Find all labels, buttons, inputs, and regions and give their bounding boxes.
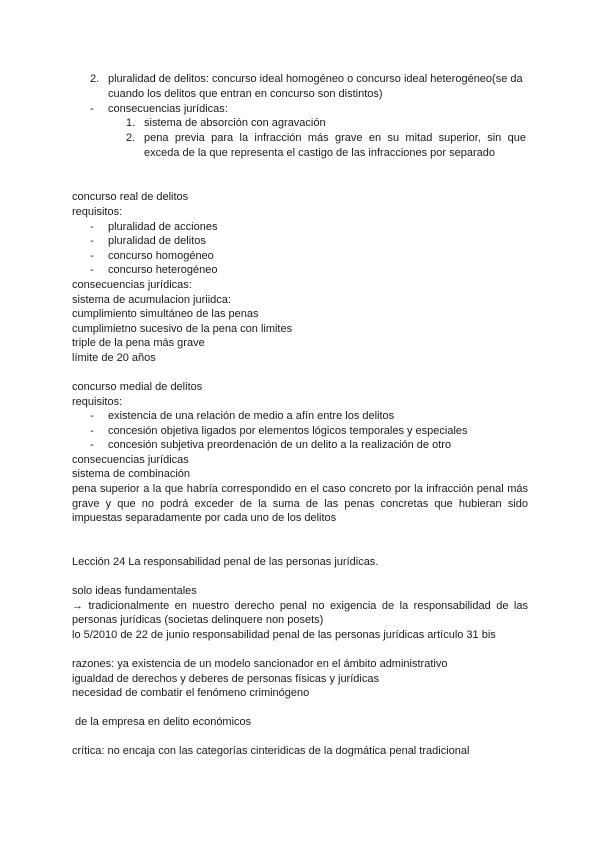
dash-bullet: -	[90, 103, 94, 115]
dash-bullet: -	[90, 250, 94, 262]
list-item: pluralidad de delitos	[108, 235, 206, 247]
paragraph-line: grave y que no podrá exceder de la suma de las penas concretas que hubieran sido	[72, 498, 528, 510]
text-line: cuando los delitos que entran en concurso son distintos)	[108, 88, 383, 100]
text-line: triple de la pena más grave	[72, 337, 205, 349]
text-line: consecuencias jurídicas	[72, 454, 189, 466]
text-line: lo 5/2010 de 22 de junio responsabilidad penal de las personas jurídicas artículo 31 bis	[72, 629, 496, 641]
paragraph-line: pena superior a la que habría correspondido en el caso concreto por la infracción penal más	[72, 483, 528, 495]
dash-bullet: -	[90, 221, 94, 233]
text-line: límite de 20 años	[72, 352, 156, 364]
text-line: pena previa para la infracción más grave en su mitad superior, sin que	[144, 132, 526, 144]
text-line: requisitos:	[72, 206, 123, 218]
text-line: cumplimietno sucesivo de la pena con limites	[72, 323, 293, 335]
list-item: pluralidad de acciones	[108, 221, 218, 233]
text-line: solo ideas fundamentales	[72, 585, 197, 597]
text-line: requisitos:	[72, 396, 123, 408]
text-line: sistema de acumulacion juriidca:	[72, 294, 231, 306]
section-title: concurso real de delitos	[72, 191, 189, 203]
text-line: exceda de la que representa el castigo de las infracciones por separado	[144, 147, 496, 159]
list-item: concurso heterogéneo	[108, 264, 218, 276]
dash-bullet: -	[90, 425, 94, 437]
dash-bullet: -	[90, 439, 94, 451]
list-item: concesión objetiva ligados por elementos lógicos temporales y especiales	[108, 425, 468, 437]
text-line: de la empresa en delito económicos	[72, 716, 252, 728]
text-line: crítica: no encaja con las categorías cinteridicas de la dogmática penal tradicional	[72, 745, 470, 757]
lesson-title: Lección 24 La responsabilidad penal de las personas jurídicas.	[72, 556, 379, 568]
list-item: concurso homogéneo	[108, 250, 214, 262]
dash-bullet: -	[90, 410, 94, 422]
dash-bullet: -	[90, 235, 94, 247]
paragraph-line: personas jurídicas (societas delinquere non posets)	[72, 614, 324, 626]
text-line: consecuencias jurídicas:	[72, 279, 192, 291]
list-item: concesión subjetiva preordenación de un delito a la realización de otro	[108, 439, 452, 451]
list-number: 1.	[126, 117, 136, 129]
text-line: pluralidad de delitos: concurso ideal homogéneo o concurso ideal heterogéneo(se da	[108, 73, 523, 85]
text-line: cumplimiento simultáneo de las penas	[72, 308, 259, 320]
list-item: existencia de una relación de medio a afín entre los delitos	[108, 410, 395, 422]
text-line: consecuencias jurídicas:	[108, 103, 228, 115]
text-line: necesidad de combatir el fenómeno criminógeno	[72, 687, 310, 699]
dash-bullet: -	[90, 264, 94, 276]
list-number: 2.	[126, 132, 136, 144]
list-number: 2.	[90, 73, 100, 85]
text-line: sistema de absorción con agravación	[144, 117, 326, 129]
text-line: razones: ya existencia de un modelo sancionador en el ámbito administrativo	[72, 658, 448, 670]
text-line: igualdad de derechos y deberes de personas físicas y jurídicas	[72, 673, 379, 685]
section-title: concurso medial de delitos	[72, 381, 203, 393]
paragraph-line: → tradicionalmente en nuestro derecho penal no exigencia de la responsabilidad de las	[72, 600, 528, 612]
text-line: sistema de combinación	[72, 468, 191, 480]
paragraph-line: impuestas separadamente por cada uno de los delitos	[72, 512, 337, 524]
